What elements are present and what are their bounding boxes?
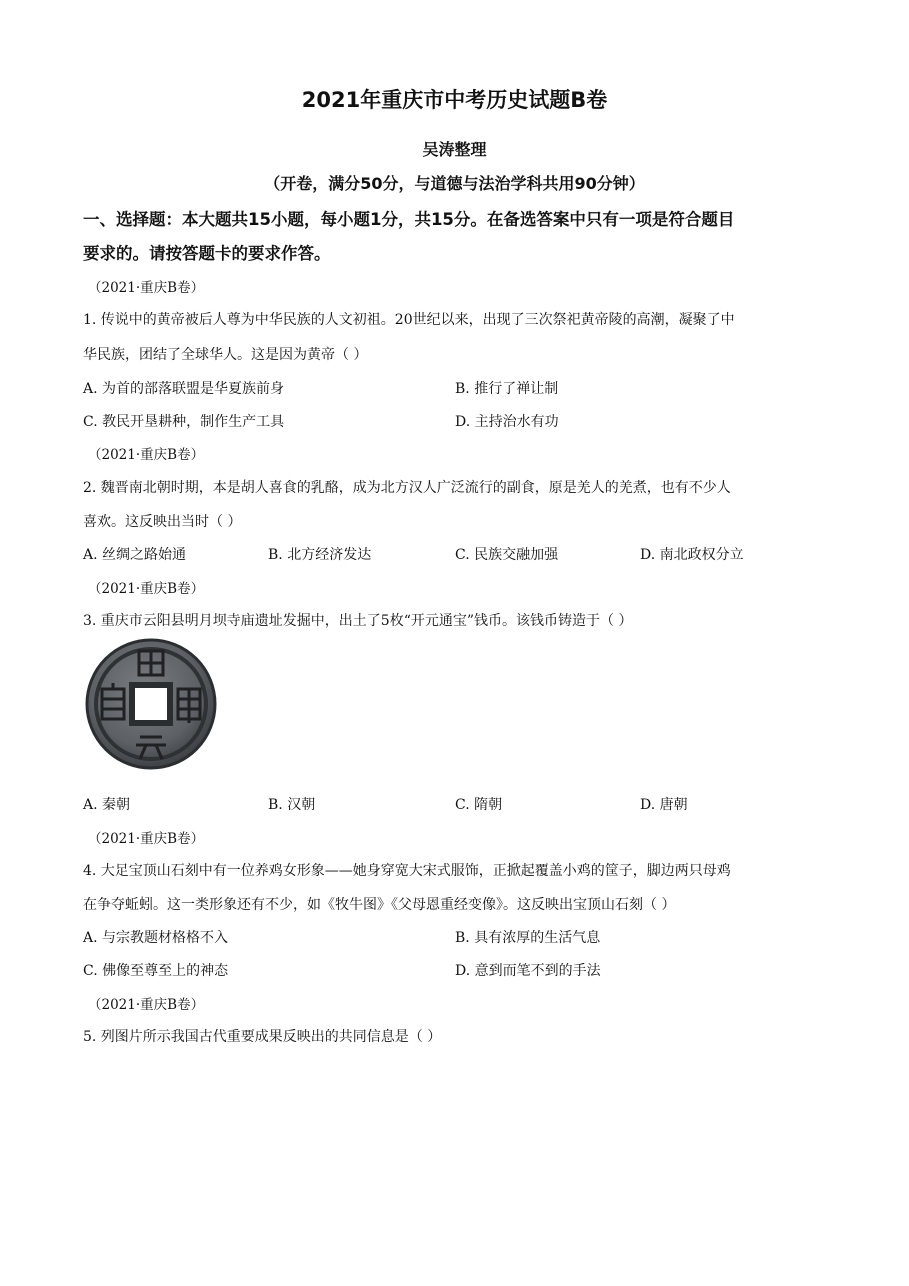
- option-b[interactable]: B. 北方经济发达: [268, 547, 372, 563]
- question-stem: 在争夺蚯蚓。这一类形象还有不少，如《牧牛图》《父母恩重经变像》。这反映出宝顶山石刻（ ）: [83, 897, 676, 913]
- option-b[interactable]: B. 汉朝: [268, 797, 316, 813]
- option-c[interactable]: C. 教民开垦耕种，制作生产工具: [83, 414, 285, 430]
- option-c[interactable]: C. 民族交融加强: [455, 547, 559, 563]
- option-b[interactable]: B. 推行了禅让制: [455, 381, 559, 397]
- option-d[interactable]: D. 唐朝: [640, 797, 688, 813]
- option-c[interactable]: C. 佛像至尊至上的神态: [83, 963, 229, 979]
- question-stem: 3. 重庆市云阳县明月坝寺庙遗址发掘中，出土了5枚“开元通宝”钱币。该钱币铸造于（ ）: [83, 613, 633, 629]
- section-heading-line2: 要求的。请按答题卡的要求作答。: [83, 244, 331, 263]
- question-stem: 2. 魏晋南北朝时期，本是胡人喜食的乳酪，成为北方汉人广泛流行的副食，原是羌人的羌煮，也有不少人: [83, 480, 731, 496]
- kaiyuan-tongbao-coin-icon: [84, 637, 218, 771]
- option-d[interactable]: D. 南北政权分立: [640, 547, 744, 563]
- option-a[interactable]: A. 秦朝: [83, 797, 131, 813]
- option-d[interactable]: D. 主持治水有功: [455, 414, 559, 430]
- question-stem: 华民族，团结了全球华人。这是因为黄帝（ ）: [83, 347, 368, 363]
- document-subtitle: （开卷，满分50分，与道德与法治学科共用90分钟）: [264, 174, 645, 193]
- question-source: （2021·重庆B卷）: [88, 997, 205, 1013]
- option-d[interactable]: D. 意到而笔不到的手法: [455, 963, 601, 979]
- question-source: （2021·重庆B卷）: [88, 581, 205, 597]
- option-a[interactable]: A. 为首的部落联盟是华夏族前身: [83, 381, 285, 397]
- question-source: （2021·重庆B卷）: [88, 831, 205, 847]
- document-author: 吴涛整理: [422, 140, 487, 159]
- section-heading-line1: 一、选择题：本大题共15小题，每小题1分，共15分。在备选答案中只有一项是符合题目: [83, 210, 735, 229]
- document-title: 2021年重庆市中考历史试题B卷: [301, 88, 608, 112]
- question-stem: 1. 传说中的黄帝被后人尊为中华民族的人文初祖。20世纪以来，出现了三次祭祀黄帝陵的高潮，凝聚了中: [83, 312, 735, 328]
- question-source: （2021·重庆B卷）: [88, 280, 205, 296]
- option-a[interactable]: A. 丝绸之路始通: [83, 547, 187, 563]
- option-b[interactable]: B. 具有浓厚的生活气息: [455, 930, 601, 946]
- question-source: （2021·重庆B卷）: [88, 447, 205, 463]
- option-c[interactable]: C. 隋朝: [455, 797, 503, 813]
- question-stem: 5. 列图片所示我国古代重要成果反映出的共同信息是（ ）: [83, 1029, 442, 1045]
- question-stem: 4. 大足宝顶山石刻中有一位养鸡女形象——她身穿宽大宋式服饰，正掀起覆盖小鸡的筐子，脚边两只母鸡: [83, 863, 731, 879]
- option-a[interactable]: A. 与宗教题材格格不入: [83, 930, 229, 946]
- question-stem: 喜欢。这反映出当时（ ）: [83, 514, 242, 530]
